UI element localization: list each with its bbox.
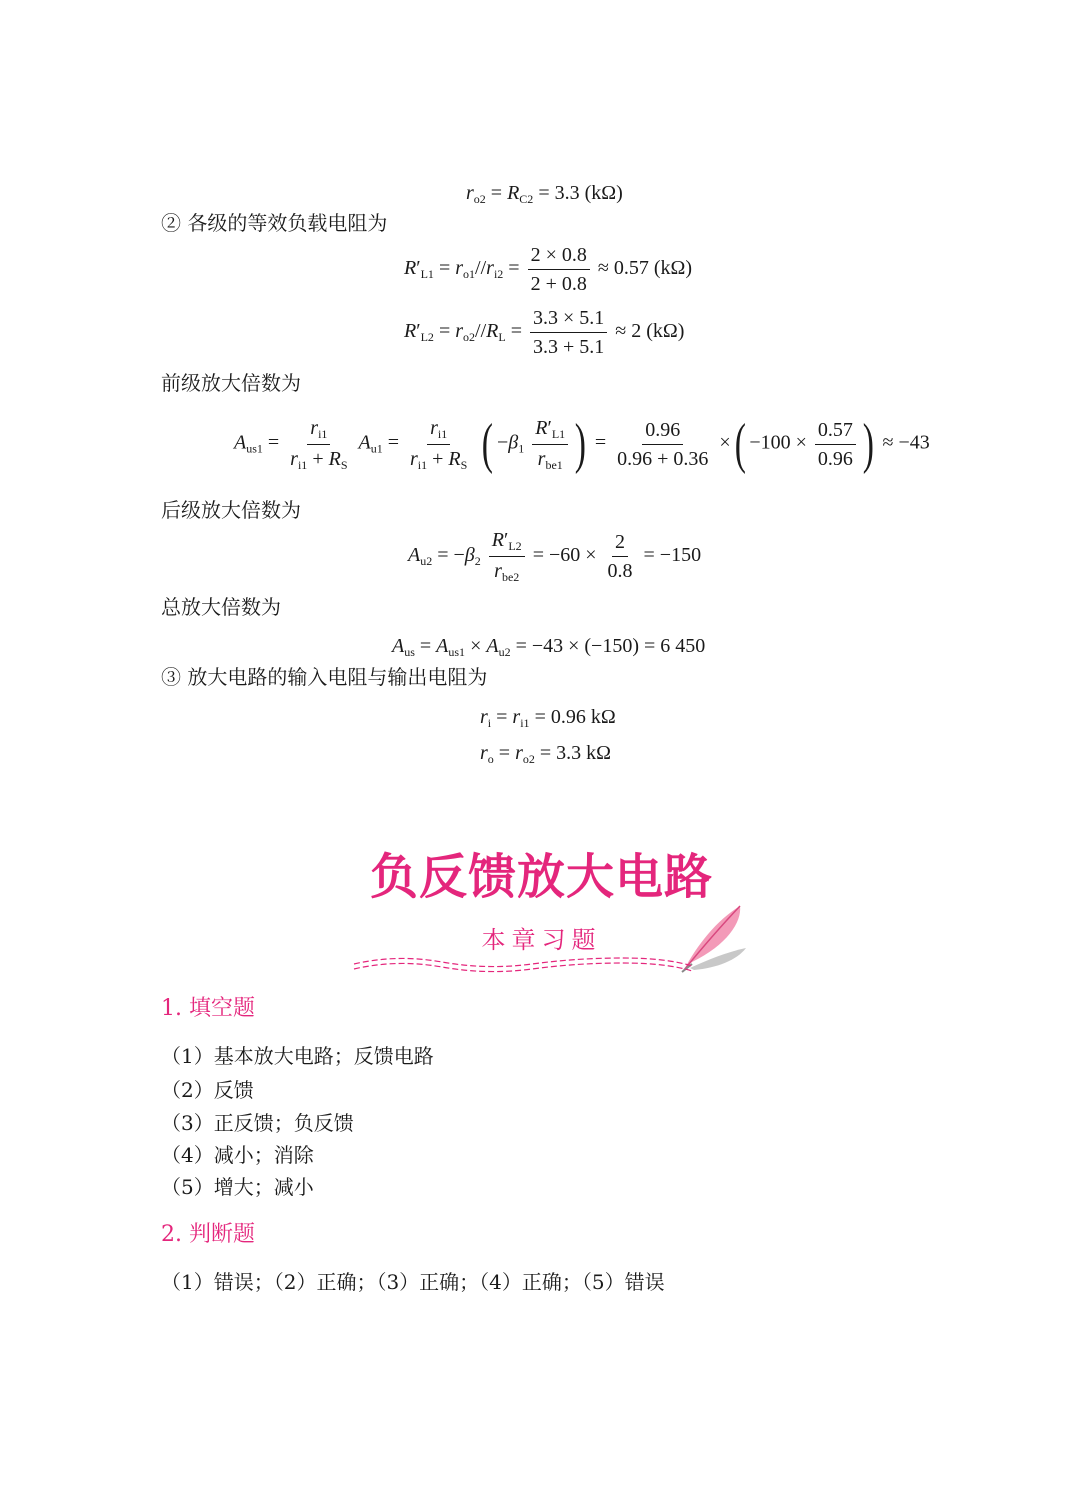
fill-blank-item: （2）反馈 [161,1078,254,1102]
fill-blank-item: （3）正反馈；负反馈 [161,1111,354,1135]
total-label: 总放大倍数为 [161,595,281,619]
fill-blank-item: （4）减小；消除 [161,1143,314,1167]
back-stage-label: 后级放大倍数为 [161,498,301,522]
section-label: 本章习题 [481,926,602,954]
equation-aus1: $A_{us1}$ = $\frac{r_{i1}}{r_{i1} + R_S}$ $A_{u1}$ = $\frac{r_{i1}}{r_{i1} + R_S}$ ( $-\beta_1$ $\frac{R'_{L1}}{r_{be1}}$ ) = $\frac{0.96}{0.96 + 0.36}$ ×( −100 × $\frac{0.57}{0.96}$ ) ≈ −43 [234,413,930,475]
fill-blank-item: （1）基本放大电路；反馈电路 [161,1044,434,1068]
equation-ri: $r_i = r_{i1} = 0.96$ kΩ [480,706,616,730]
wavy-divider [352,950,697,976]
front-stage-label: 前级放大倍数为 [161,371,301,395]
fill-blank-item: （5）增大；减小 [161,1175,314,1199]
equation-ro2: $r_{o2} = R_{C2} = 3.3$ (kΩ) [466,182,623,206]
true-false-answers: （1）错误；（2）正确；（3）正确；（4）正确；（5）错误 [161,1270,665,1294]
equation-ro: $r_o = r_{o2} = 3.3$ kΩ [480,742,612,766]
equation-aus: $A_{us} = A_{us1} \times A_{u2} = -43 \times (-150) = 6$ 450 [392,635,706,659]
equation-rl2: $R'_{L2} = r_{o2}//R_L$ = $\frac{3.3 \times 5.1}{3.3 + 5.1}$ ≈ 2 (kΩ) [404,307,685,358]
fill-blank-heading: 1. 填空题 [161,996,255,1021]
equation-au2: $A_{u2} = -\beta_2$ $\frac{R'_{L2}}{r_{be2}}$ = −60 × $\frac{2}{0.8}$ = −150 [408,529,702,584]
equation-rl1: $R'_{L1} = r_{o1}//r_{i2}$ = $\frac{2 \times 0.8}{2 + 0.8}$ ≈ 0.57 (kΩ) [404,244,693,295]
chapter-title: 负反馈放大电路 [369,849,713,905]
step3-label: ③ 放大电路的输入电阻与输出电阻为 [161,665,488,689]
true-false-heading: 2. 判断题 [161,1222,255,1247]
step2-label: ② 各级的等效负载电阻为 [161,211,388,235]
